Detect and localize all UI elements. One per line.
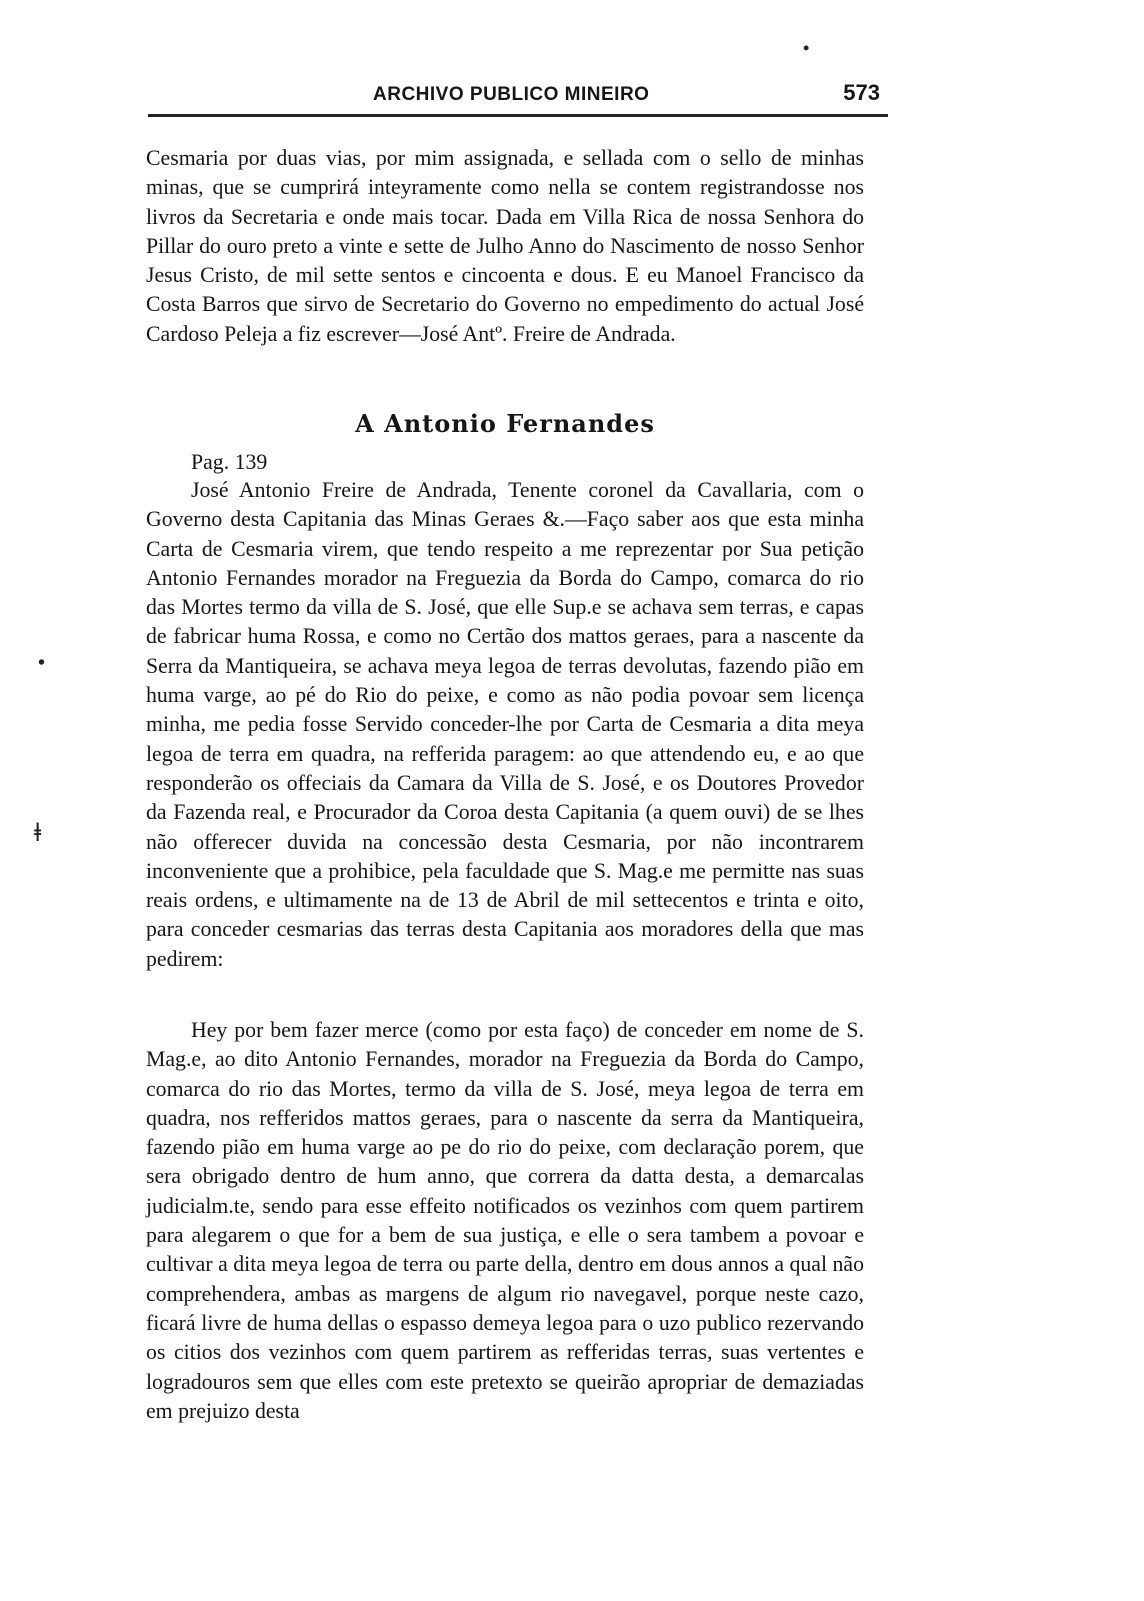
running-title: ARCHIVO PUBLICO MINEIRO (373, 84, 650, 105)
grant-preamble-paragraph (146, 476, 864, 974)
paragraph-text: Hey por bem fazer merce (como por esta faço) de conceder em nome de S. Mag.e, ao dito Antonio Fernandes, morador na Freguezia da Borda do Campo, comarca do rio das Mortes, termo da villa de S. José, meya legoa de terra em quadra, nos refferidos mattos geraes, para o nascente da serra da Mantiqueira, fazendo pião em huma varge ao pe do rio do peixe, com declaração porem, que sera obrigado dentro de hum anno, que correra da datta desta, a demarcalas judicialm.te, sendo para esse effeito notificados os vezinhos com quem partirem para alegarem o que for a bem de sua justiça, e elle o sera tambem a povoar e cultivar a dita meya legoa de terra ou parte della, dentro em dous annos a qual não comprehendera, ambas as margens de algum rio navegavel, porque neste cazo, ficará livre de huma dellas o espasso demeya legoa para o uzo publico rezervando os citios dos vezinhos com quem partirem as refferidas terras, suas vertentes e logradouros sem que elles com este pretexto se queirão apropriar de demaziadas em prejuizo desta (146, 1018, 864, 1423)
section-heading: A Antonio Fernandes (355, 409, 655, 438)
continuation-paragraph (146, 144, 864, 349)
margin-mark: • (38, 652, 46, 674)
header-rule (148, 114, 888, 117)
margin-mark: • (803, 38, 810, 58)
page-reference: Pag. 139 (191, 450, 268, 474)
running-header (148, 82, 888, 122)
paragraph-text: Cesmaria por duas vias, por mim assignada, e sellada com o sello de minhas minas, que se cumprirá inteyramente como nella se contem registrandosse nos livros da Secretaria e onde mais tocar. Dada em Villa Rica de nossa Senhora do Pillar do ouro preto a vinte e sette de Julho Anno do Nascimento de nosso Senhor Jesus Cristo, de mil sette sentos e cincoenta e dous. E eu Manoel Francisco da Costa Barros que sirvo de Secretario do Governo no empedimento do actual José Cardoso Peleja a fiz escrever—José Antº. Freire de Andrada. (146, 146, 864, 346)
page-number: 573 (843, 80, 880, 105)
margin-mark: ǂ (34, 818, 42, 847)
grant-body-paragraph (146, 1016, 864, 1426)
paragraph-text: José Antonio Freire de Andrada, Tenente coronel da Cavallaria, com o Governo desta Capitania das Minas Geraes &.—Faço saber aos que esta minha Carta de Cesmaria virem, que tendo respeito a me reprezentar por Sua petição Antonio Fernandes morador na Freguezia da Borda do Campo, comarca do rio das Mortes termo da villa de S. José, que elle Sup.e se achava sem terras, e capas de fabricar huma Rossa, e como no Certão dos mattos geraes, para a nascente da Serra da Mantiqueira, se achava meya legoa de terras devolutas, fazendo pião em huma varge, ao pé do Rio do peixe, e como as não podia povoar sem licença minha, me pedia fosse Servido conceder-lhe por Carta de Cesmaria a dita meya legoa de terra em quadra, na refferida paragem: ao que attendendo eu, e ao que responderão os offeciais da Camara da Villa de S. José, e os Doutores Provedor da Fazenda real, e Procurador da Coroa desta Capitania (a quem ouvi) de se lhes não offerecer duvida na concessão desta Cesmaria, por não incontrarem inconveniente que a prohibice, pela faculdade que S. Mag.e me permitte nas suas reais ordens, e ultimamente na de 13 de Abril de mil settecentos e trinta e oito, para conceder cesmarias das terras desta Capitania aos moradores della que mas pedirem: (146, 478, 864, 971)
